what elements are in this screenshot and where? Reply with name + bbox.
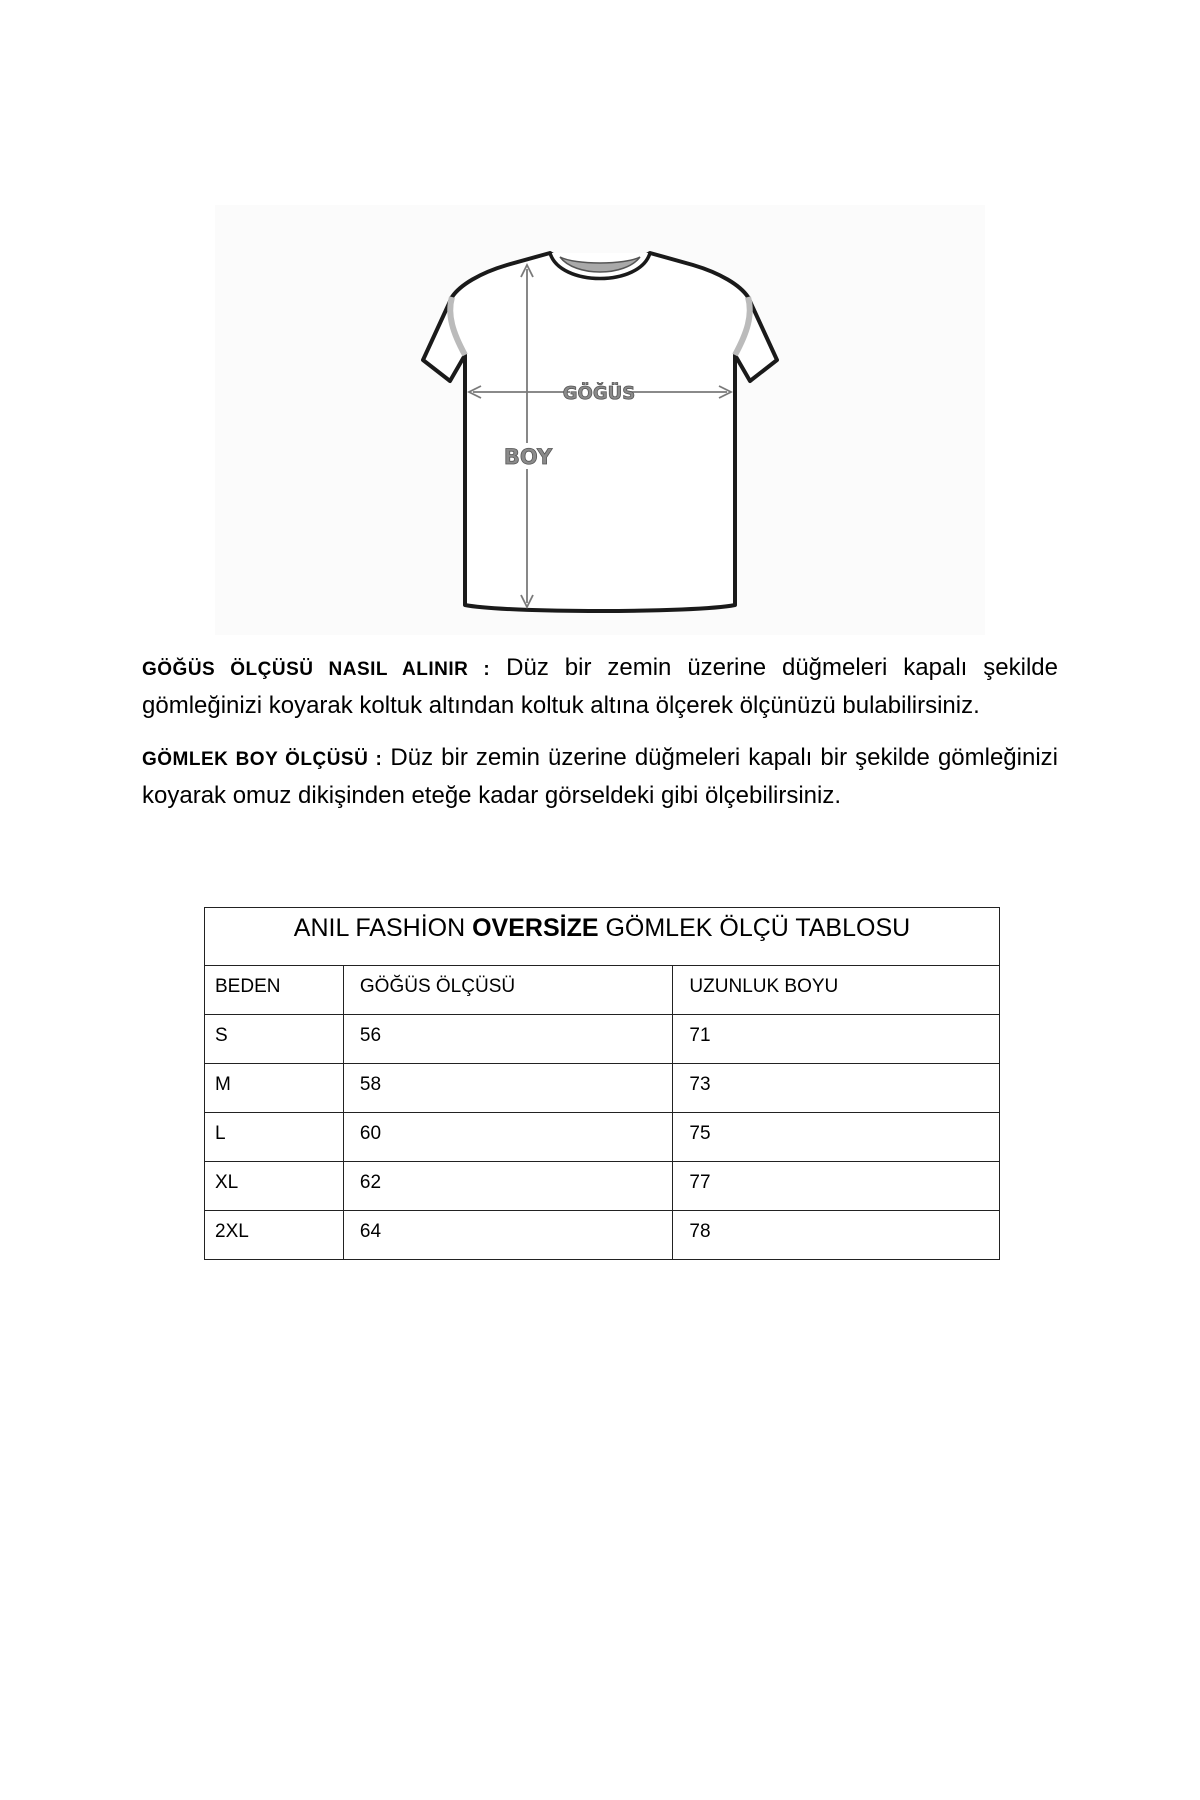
cell-length: 71 — [673, 1015, 1000, 1064]
header-chest: GÖĞÜS ÖLÇÜSÜ — [343, 966, 673, 1015]
cell-length: 75 — [673, 1113, 1000, 1162]
length-instruction-text: Düz bir zemin üzerine düğmeleri kapalı bir şekilde gömleğinizi koyarak omuz dikişinden eteğe kadar görseldeki gibi ölçebilirsiniz. — [142, 744, 1058, 809]
shirt-measurement-diagram — [215, 205, 985, 635]
table-row — [205, 1015, 1000, 1064]
header-size: BEDEN — [205, 966, 344, 1015]
cell-length: 73 — [673, 1064, 1000, 1113]
cell-chest: 64 — [343, 1211, 673, 1260]
table-row — [205, 1162, 1000, 1211]
length-instruction-heading: GÖMLEK BOY ÖLÇÜSÜ : — [142, 749, 383, 770]
table-row — [205, 1211, 1000, 1260]
table-title-row — [205, 908, 1000, 966]
tshirt-illustration — [215, 205, 985, 635]
cell-size: 2XL — [205, 1211, 344, 1260]
cell-size: XL — [205, 1162, 344, 1211]
cell-chest: 56 — [343, 1015, 673, 1064]
cell-length: 77 — [673, 1162, 1000, 1211]
size-chart-table — [204, 907, 1000, 1260]
length-label: BOY — [503, 445, 553, 469]
table-header-row — [205, 966, 1000, 1015]
cell-length: 78 — [673, 1211, 1000, 1260]
length-instruction — [142, 740, 1058, 814]
chest-instruction-heading: GÖĞÜS ÖLÇÜSÜ NASIL ALINIR : — [142, 659, 491, 680]
cell-size: S — [205, 1015, 344, 1064]
cell-chest: 60 — [343, 1113, 673, 1162]
table-row — [205, 1064, 1000, 1113]
chest-instruction — [142, 650, 1058, 724]
cell-chest: 58 — [343, 1064, 673, 1113]
table-row — [205, 1113, 1000, 1162]
chest-instruction-text: Düz bir zemin üzerine düğmeleri kapalı şekilde gömleğinizi koyarak koltuk altından koltuk altına ölçerek ölçünüzü bulabilirsiniz. — [142, 654, 1058, 719]
header-length: UZUNLUK BOYU — [673, 966, 1000, 1015]
cell-size: L — [205, 1113, 344, 1162]
cell-chest: 62 — [343, 1162, 673, 1211]
table-title: ANIL FASHİON OVERSİZE GÖMLEK ÖLÇÜ TABLOSU — [205, 908, 1000, 966]
chest-label: GÖĞÜS — [562, 383, 636, 404]
cell-size: M — [205, 1064, 344, 1113]
shirt-outline — [423, 253, 777, 611]
